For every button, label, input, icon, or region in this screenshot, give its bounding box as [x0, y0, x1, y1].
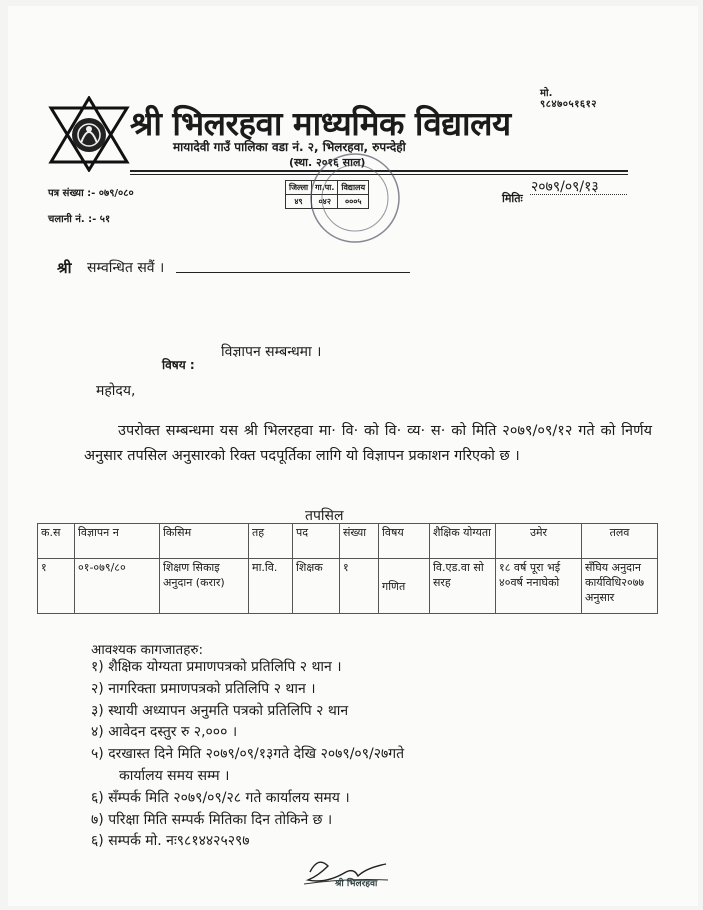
signature-stamp-text: श्री भिलरहवा	[335, 879, 378, 889]
col-header-subject: विषय	[379, 524, 430, 559]
code-header-school: विद्यालय	[338, 181, 369, 195]
date-label: मितिः	[502, 192, 523, 205]
table-row	[38, 559, 658, 614]
body-text: उपरोक्त सम्बन्धमा यस श्री भिलरहवा मा· वि· को वि· व्य· स· को मिति २०७९/०९/१२ गते को निर्णय अनुसार तपसिल अनुसारको रिक्त पदपूर्तिका लागि यो विज्ञापन प्रकाशन गरिएको छ ।	[84, 423, 652, 464]
letter-number: पत्र संख्या :- ०७९/०८०	[48, 188, 134, 199]
recipient-underline	[176, 272, 410, 273]
code-value-municipality: ०४२	[312, 195, 338, 209]
cell-subject: गणित	[379, 559, 430, 614]
cell-salary: सँघिय अनुदान कार्यविधि२०७७ अनुसार	[582, 559, 658, 614]
cell-qualification: वि.एड.वा सो सरह	[430, 559, 496, 614]
school-address: मायादेवी गाउँ पालिका वडा नं. २, भिलरहवा, रुपन्देही	[173, 140, 406, 154]
list-item: ६) सँम्पर्क मिति २०७९/०९/२८ गते कार्यालय समय ।	[91, 789, 350, 806]
col-header-post: पद	[293, 524, 340, 559]
mobile-number: ९८४७०५१६१२	[540, 99, 597, 110]
col-header-ad-number: विज्ञापन न	[75, 524, 160, 559]
list-item: ७) परिक्षा मिति सम्पर्क मितिका दिन तोकिने छ ।	[91, 811, 333, 828]
school-name: श्री भिलरहवा माध्यमिक विद्यालय	[130, 104, 511, 143]
mobile-label: मो.	[540, 88, 553, 99]
list-item: १) शैक्षिक योग्यता प्रमाणपत्रको प्रतिलिपि २ थान ।	[91, 659, 342, 675]
list-item: २) नागरिक्ता प्रमाणपत्रको प्रतिलिपि २ थान ।	[91, 680, 316, 697]
round-stamp	[307, 150, 403, 246]
school-logo	[48, 96, 130, 172]
list-item: कार्यालय समय सम्म ।	[119, 767, 230, 784]
recipient: सम्वन्धित सवैं ।	[87, 260, 165, 276]
code-value-school: ०००५	[338, 195, 369, 209]
body-paragraph	[84, 419, 652, 468]
col-header-count: संख्या	[340, 524, 379, 559]
code-header-district: जिल्ला	[286, 181, 312, 195]
cell-age: १८ वर्ष पूरा भई ४०वर्ष ननाघेको	[496, 559, 582, 614]
table-header-row	[38, 524, 658, 559]
col-header-qualification: शैक्षिक योग्यता	[430, 524, 496, 559]
col-header-level: तह	[249, 524, 293, 559]
col-header-age: उमेर	[496, 524, 582, 559]
cell-level: मा.वि.	[249, 559, 293, 614]
documents-list	[91, 657, 404, 853]
date-dotted-line	[530, 194, 627, 195]
subject-label: विषय :	[162, 358, 195, 372]
date-value: २०७९/०९/१३	[531, 179, 599, 195]
list-item: ४) आवेदन दस्तुर रु २,००० ।	[91, 724, 238, 741]
code-header-municipality: गा.पा.	[312, 181, 338, 195]
cell-sn: १	[38, 559, 75, 614]
list-item: ६) सम्पर्क मो. नः९८१४४२५२९७	[91, 833, 250, 850]
cell-count: १	[340, 559, 379, 614]
documents-title: आवश्यक कागजातहरु:	[91, 642, 203, 658]
col-header-salary: तलव	[582, 524, 658, 559]
code-value-district: ४९	[286, 195, 312, 209]
subject-value: विज्ञापन सम्बन्धमा ।	[221, 344, 322, 360]
list-item: ५) दरखास्त दिने मिति २०७९/०९/१३गते देखि २०७९/०९/२७गते	[91, 746, 405, 763]
list-item: ३) स्थायी अध्यापन अनुमति पत्रको प्रतिलिपि २ थान	[91, 702, 349, 719]
col-header-sn: क.स	[38, 524, 75, 559]
cell-type: शिक्षण सिकाइ अनुदान (करार)	[160, 559, 249, 614]
established-year: (स्था. २०१६ साल)	[289, 156, 366, 169]
col-header-type: किसिम	[160, 524, 249, 559]
vacancy-table	[37, 523, 658, 614]
salutation: महोदय,	[96, 383, 136, 399]
cell-ad-number: ०१-०७९/८०	[75, 559, 160, 614]
recipient-honorific: श्री	[57, 259, 72, 277]
dispatch-number: चलानी नं. :- ५१	[48, 214, 111, 225]
table-title: तपसिल	[305, 508, 344, 524]
cell-post: शिक्षक	[293, 559, 340, 614]
